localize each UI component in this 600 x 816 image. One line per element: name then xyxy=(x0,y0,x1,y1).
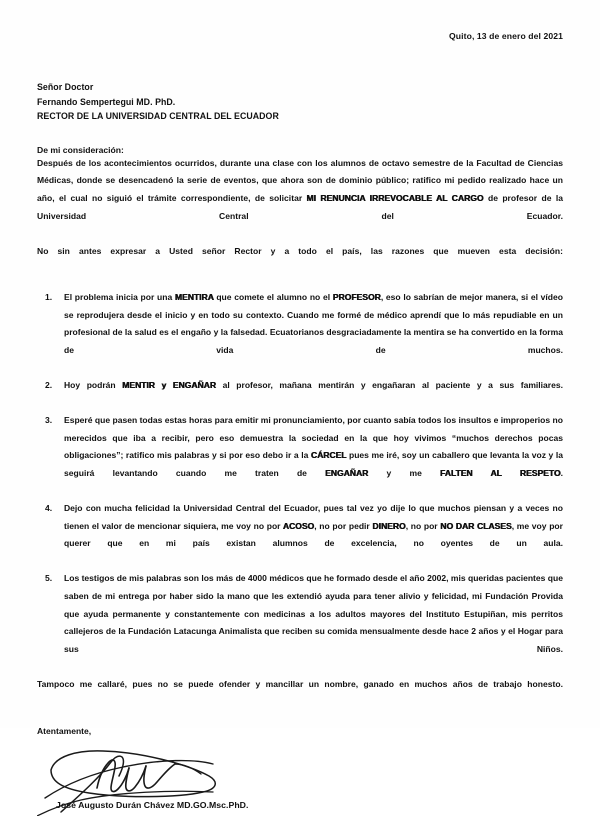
reason-text: Los testigos de mis palabras son los más de 4000 médicos que he formado desde el año 2002, mis queridas pacientes que saben de mi entrega por haber sido la mano que les extendió ayuda para tener alivio y felicidad, mi Fundación Provida que ayuda permanente y constantemente con medicinas a los adultos mayores del Instituto Estupiñan, mis perritos callejeros de la Fundación Latacunga Animalista que reciben su comida mensualmente desde hace 2 años y el Hogar para sus Niños. xyxy=(64,573,563,654)
intro-part-2: de profesor de la Universidad Central del Ecuador. xyxy=(37,192,563,221)
greeting: De mi consideración: xyxy=(37,144,124,155)
addressee-name: Fernando Sempertegui MD. PhD. xyxy=(37,96,176,107)
final-paragraph: Tampoco me callaré, pues no se puede ofender y mancillar un nombre, ganado en muchos años de trabajo honesto. xyxy=(37,679,563,689)
reason-text: , no por xyxy=(405,520,441,531)
reason-item xyxy=(37,412,563,500)
addressee-title: RECTOR DE LA UNIVERSIDAD CENTRAL DEL ECUADOR xyxy=(37,111,279,122)
reason-item xyxy=(37,377,563,412)
reason-text: El problema inicia por una xyxy=(64,291,175,302)
reason-emphasis: ENGAÑAR xyxy=(325,467,369,478)
signature-area xyxy=(37,742,563,816)
reason-text: , me voy por querer que en mi país existan alumnos de excelencia, no oyentes de un aula. xyxy=(64,520,563,549)
reason-text: Esperé que pasen todas estas horas para emitir mi pronunciamiento, por cuanto sabía todos los insultos e improperios no merecidos que iba a recibir, pero eso demuestra la sociedad en la que hoy vivimos “muchos derechos pocas obligaciones”; ratifico mis palabras y si por eso debo ir a la xyxy=(64,415,563,461)
reason-emphasis: PROFESOR xyxy=(332,291,381,302)
lead-in-paragraph: No sin antes expresar a Usted señor Rector y a todo el país, las razones que mueven esta decisión: xyxy=(37,245,563,256)
reason-emphasis: MENTIRA xyxy=(174,291,214,302)
letter-body xyxy=(37,0,563,816)
signer-name: José Augusto Durán Chávez MD.GO.Msc.PhD. xyxy=(56,800,249,811)
reason-emphasis: MENTIR y ENGAÑAR xyxy=(122,379,217,390)
reason-text: . xyxy=(560,467,563,478)
reason-emphasis: CÁRCEL xyxy=(310,450,347,461)
reason-emphasis: NO DAR CLASES xyxy=(440,520,512,531)
reason-text: Hoy podrán xyxy=(64,379,123,390)
reason-text: , eso lo sabrían de mejor manera, si el vídeo se reprodujera desde el inicio y en todo su contexto. Cuando me formé de médico aprendí que lo más repudiable en un profesional de la salud es el engaño y la falsedad. Ecuatorianos desgraciadamente la mentira se ha convertido en la forma de vida de muchos. xyxy=(64,291,563,355)
reason-item xyxy=(37,500,563,570)
reasons-list xyxy=(37,289,563,676)
reason-text: pues me iré, soy un caballero que levanta la voz y la seguirá levantando cuando me traten de xyxy=(64,450,563,478)
reason-text: Dejo con mucha felicidad la Universidad Central del Ecuador, pues tal vez yo dije lo que muchos piensan y a veces no tienen el valor de mencionar siquiera, me voy no por xyxy=(64,503,563,531)
reason-text: y me xyxy=(368,467,441,478)
intro-emphasis-renuncia: MI RENUNCIA IRREVOCABLE AL CARGO xyxy=(306,192,484,203)
reason-item xyxy=(37,570,563,676)
addressee-block xyxy=(37,80,563,124)
reason-text: que comete el alumno no el xyxy=(213,291,333,302)
reason-text: , no por pedir xyxy=(314,520,373,531)
closing-line: Atentamente, xyxy=(37,726,92,737)
date-line: Quito, 13 de enero del 2021 xyxy=(449,31,563,41)
reason-emphasis: ACOSO xyxy=(282,520,315,531)
reason-item xyxy=(37,289,563,377)
reason-emphasis: DINERO xyxy=(372,520,406,531)
intro-paragraph xyxy=(37,155,563,243)
reason-text: al profesor, mañana mentirán y engañaran al paciente y a sus familiares. xyxy=(216,379,564,390)
intro-part-1: Después de los acontecimientos ocurridos, durante una clase con los alumnos de octavo semestre de la Facultad de Ciencias Médicas, donde se desencadenó la serie de eventos, que ahora son de dominio público; ratifico mi pedido realizado hace un año, el cual no siguió el trámite correspondiente, de solicitar xyxy=(37,157,563,203)
addressee-salutation: Señor Doctor xyxy=(37,82,94,92)
reason-emphasis: FALTEN AL RESPETO xyxy=(440,467,561,478)
